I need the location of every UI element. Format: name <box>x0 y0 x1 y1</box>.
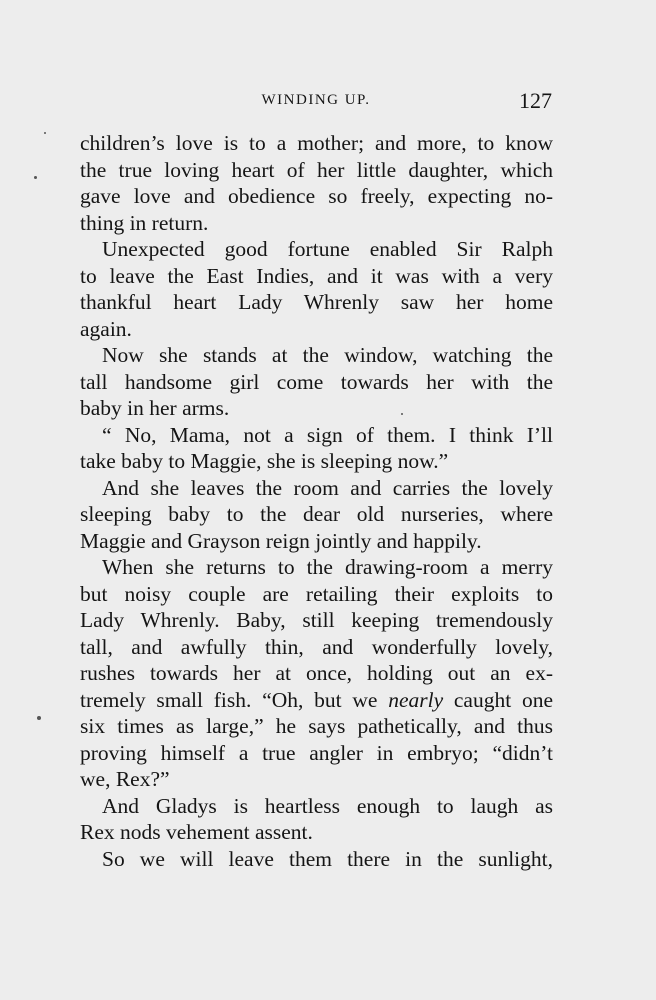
print-speck <box>34 176 37 179</box>
paragraph <box>80 422 553 475</box>
text-line: gave love and obedience so freely, expecting no- <box>80 184 553 208</box>
text-line: Maggie and Grayson reign jointly and happily. <box>80 528 482 553</box>
text-line: rushes towards her at once, holding out an ex- <box>80 661 553 685</box>
text-line: we, Rex?” <box>80 767 170 791</box>
page-header <box>80 88 552 116</box>
text-line: “ No, Mama, not a sign of them. I think I’ll <box>102 422 553 447</box>
text-line: When she returns to the drawing-room a merry <box>102 555 553 579</box>
paragraph <box>80 342 553 422</box>
text-line: tall, and awfully thin, and wonderfully lovely, <box>80 634 553 659</box>
text-line: tall handsome girl come towards her with the <box>80 369 553 394</box>
paragraph <box>80 475 553 555</box>
running-title: WINDING UP. <box>261 92 371 108</box>
text-line <box>80 687 553 714</box>
text-line: take baby to Maggie, she is sleeping now.” <box>80 449 449 473</box>
text-line: but noisy couple are retailing their exploits to <box>80 581 553 606</box>
text-line: the true loving heart of her little daughter, which <box>80 157 553 182</box>
paragraph <box>80 846 553 873</box>
text-line: six times as large,” he says pathetically, and thus <box>80 714 553 738</box>
text-line: Now she stands at the window, watching the <box>102 343 553 367</box>
body-text <box>80 130 553 872</box>
text-line: Rex nods vehement assent. <box>80 820 313 844</box>
text-line: to leave the East Indies, and it was with a very <box>80 263 553 288</box>
text-line: sleeping baby to the dear old nurseries, where <box>80 502 553 526</box>
paragraph <box>80 793 553 846</box>
page-number: 127 <box>519 88 552 113</box>
print-speck <box>401 413 403 415</box>
text-line: proving himself a true angler in embryo; “didn’t <box>80 740 553 765</box>
text-line: Unexpected good fortune enabled Sir Ralph <box>102 237 553 261</box>
text-line: Lady Whrenly. Baby, still keeping tremendously <box>80 608 553 632</box>
text-line: And she leaves the room and carries the lovely <box>102 475 553 500</box>
text-line: thing in return. <box>80 210 209 235</box>
text-line: So we will leave them there in the sunlight, <box>102 846 553 871</box>
print-speck <box>37 716 41 720</box>
text-segment: tremely small fish. “Oh, but we <box>80 687 378 712</box>
paragraph <box>80 130 553 236</box>
text-segment: caught one <box>443 687 553 712</box>
text-line: baby in her arms. <box>80 396 230 420</box>
paragraph <box>80 554 553 793</box>
text-line: again. <box>80 316 132 341</box>
text-line: thankful heart Lady Whrenly saw her home <box>80 290 553 314</box>
text-line: children’s love is to a mother; and more, to know <box>80 131 553 155</box>
paragraph <box>80 236 553 342</box>
print-speck <box>44 132 46 134</box>
italic-word: nearly <box>388 687 444 712</box>
text-line: And Gladys is heartless enough to laugh as <box>102 793 553 818</box>
